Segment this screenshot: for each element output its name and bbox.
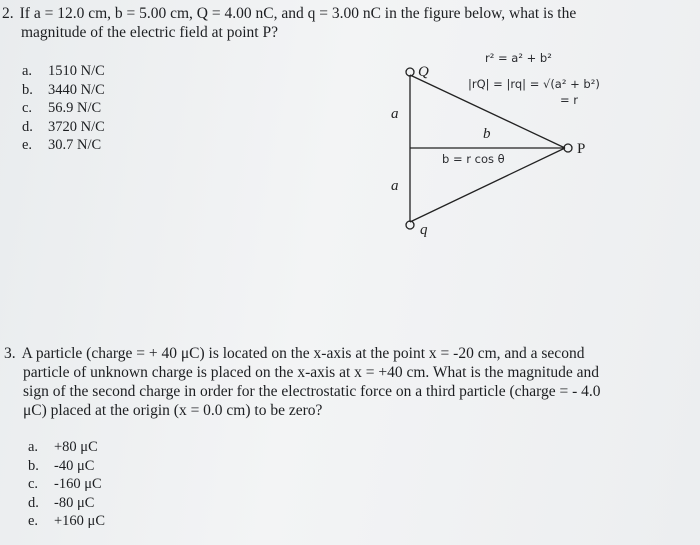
charge-figure <box>380 50 620 250</box>
q2-choice-a[interactable]: a. 1510 N/C <box>22 63 105 79</box>
q3-choice-c[interactable]: c. -160 μC <box>28 476 102 492</box>
question-2-line-1: If a = 12.0 cm, b = 5.00 cm, Q = 4.00 nC, and q = 3.00 nC in the figure below, what is the <box>19 5 577 22</box>
question-3-choices <box>28 438 105 531</box>
figure-diagram <box>380 50 620 250</box>
question-2-choices <box>22 62 105 155</box>
question-2-text <box>2 4 652 42</box>
q3-choice-a[interactable]: a. +80 μC <box>28 439 98 455</box>
q3-choice-e[interactable]: e. +160 μC <box>28 513 105 529</box>
label-a-bottom: a <box>391 178 399 194</box>
question-2-line-2: magnitude of the electric field at point P? <box>21 24 278 41</box>
point-P-circle <box>564 144 572 152</box>
question-3-text <box>4 344 644 420</box>
q2-choice-c[interactable]: c. 56.9 N/C <box>22 100 102 116</box>
q2-choice-b[interactable]: b. 3440 N/C <box>22 81 105 98</box>
label-b: b <box>483 126 491 142</box>
q2-choice-d[interactable]: d. 3720 N/C <box>22 118 105 135</box>
charge-Q-circle <box>406 68 414 76</box>
note-magnitudes: |rQ| = |rq| = √(a² + b²) <box>468 77 600 91</box>
question-2-number: 2. <box>2 5 14 22</box>
label-P: P <box>577 141 586 157</box>
label-Q: Q <box>418 64 429 80</box>
question-3-line-1: A particle (charge = + 40 μC) is located on the x-axis at the point x = -20 cm, and a second <box>21 345 585 362</box>
label-q: q <box>420 222 428 238</box>
note-r-squared: r² = a² + b² <box>485 51 552 65</box>
q2-choice-e[interactable]: e. 30.7 N/C <box>22 137 102 153</box>
question-3-line-2: particle of unknown charge is placed on the x-axis at x = +40 cm. What is the magnitude and <box>23 364 600 381</box>
note-equals-r: = r <box>560 93 579 107</box>
note-b-cos: b = r cos θ <box>442 152 505 166</box>
question-3-number: 3. <box>4 345 16 362</box>
label-a-top: a <box>391 106 399 122</box>
question-3-line-3: sign of the second charge in order for the electrostatic force on a third particle (charge = - 4.0 <box>23 383 601 400</box>
question-3-line-4: μC) placed at the origin (x = 0.0 cm) to be zero? <box>23 402 323 419</box>
q3-choice-b[interactable]: b. -40 μC <box>28 457 95 474</box>
q3-choice-d[interactable]: d. -80 μC <box>28 494 95 511</box>
charge-q-circle <box>406 221 414 229</box>
